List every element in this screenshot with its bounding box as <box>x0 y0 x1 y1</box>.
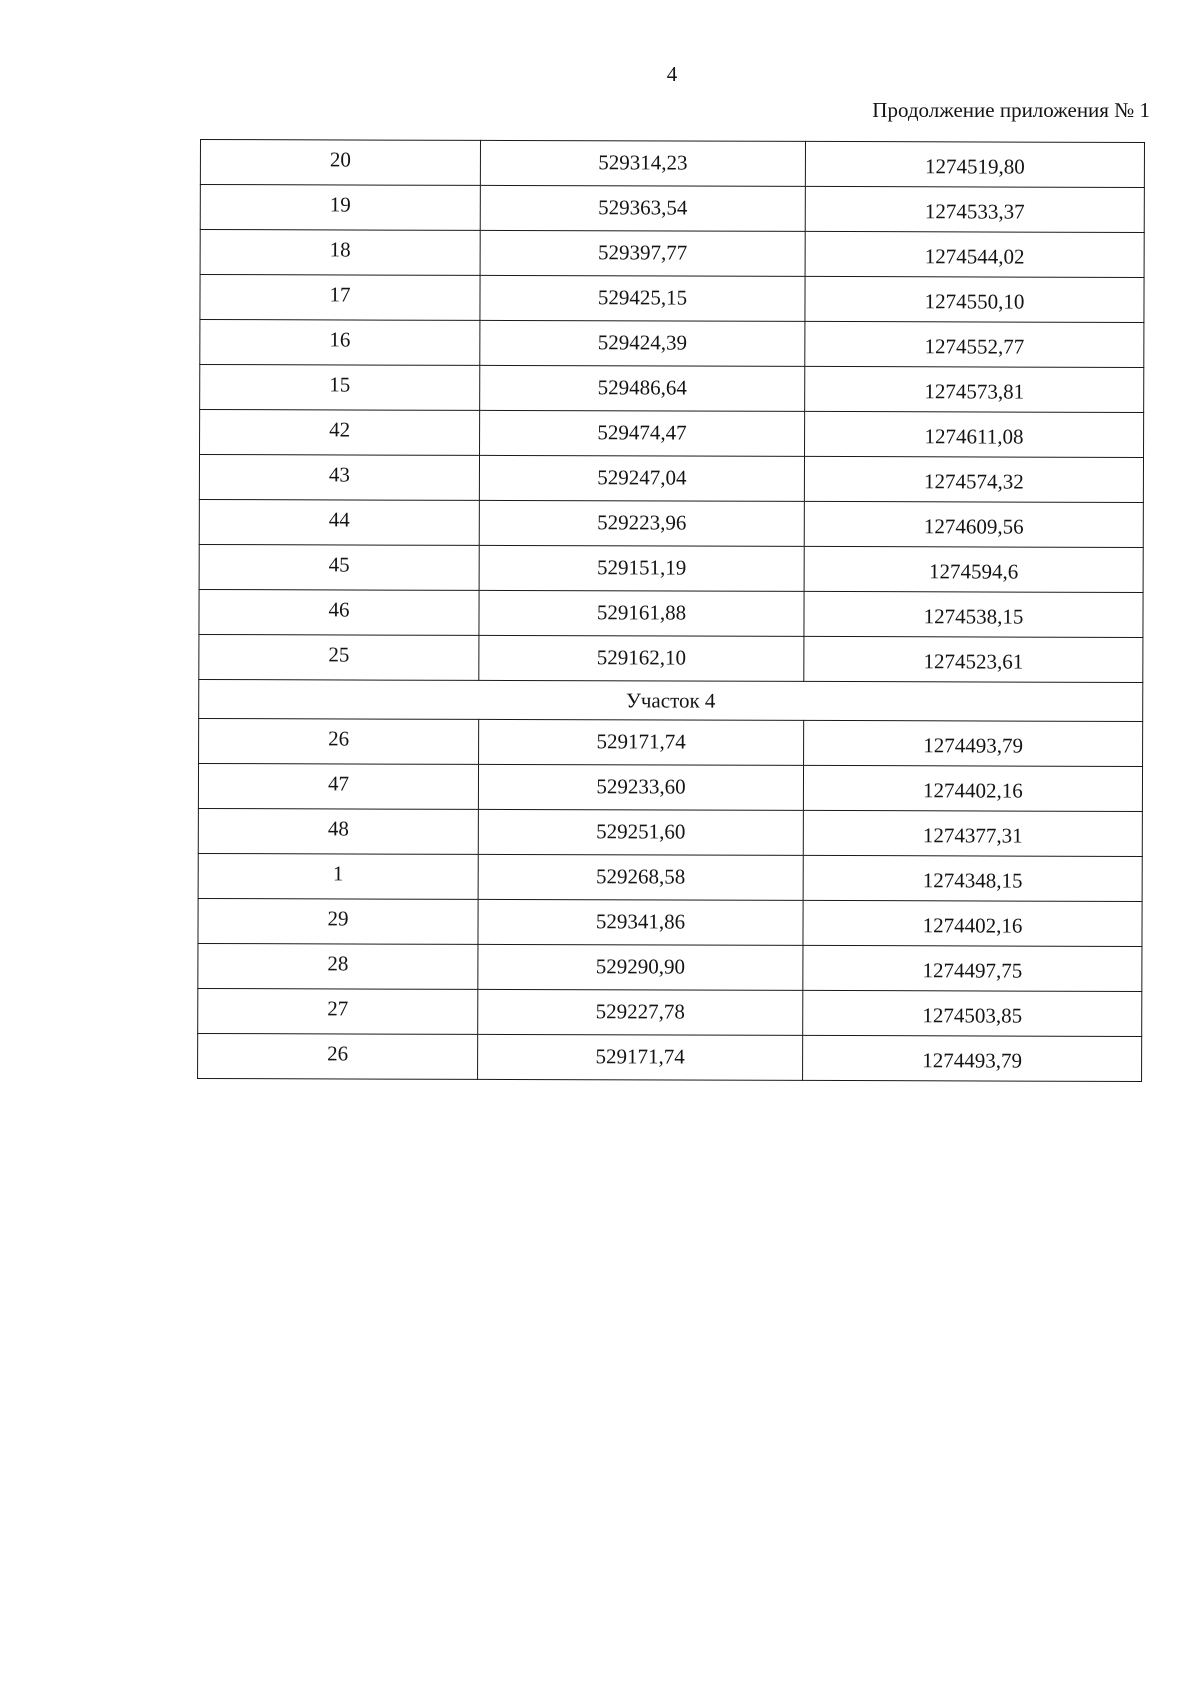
point-number-cell: 20 <box>200 140 480 186</box>
point-number-cell: 46 <box>199 589 479 635</box>
point-number-cell: 42 <box>200 410 480 456</box>
point-number-cell: 17 <box>200 275 480 321</box>
table-row <box>199 589 1143 637</box>
y-coordinate-cell: 1274538,15 <box>804 591 1143 637</box>
table-row <box>198 853 1142 901</box>
table-row <box>200 230 1144 278</box>
x-coordinate-cell: 529474,47 <box>480 410 805 456</box>
table-row <box>199 455 1143 503</box>
table-row <box>200 410 1144 458</box>
x-coordinate-cell: 529233,60 <box>478 764 803 810</box>
x-coordinate-cell: 529363,54 <box>480 185 805 231</box>
table-row <box>198 898 1142 946</box>
table-row <box>200 320 1144 368</box>
point-number-cell: 27 <box>198 988 478 1034</box>
point-number-cell: 1 <box>198 853 478 899</box>
x-coordinate-cell: 529227,78 <box>478 989 803 1035</box>
page-number: 4 <box>666 62 678 86</box>
coordinates-table-body <box>198 140 1145 1082</box>
x-coordinate-cell: 529151,19 <box>479 545 804 591</box>
point-number-cell: 18 <box>200 230 480 276</box>
y-coordinate-cell: 1274377,31 <box>803 810 1142 856</box>
coordinates-table <box>197 139 1145 1082</box>
point-number-cell: 15 <box>200 365 480 411</box>
x-coordinate-cell: 529251,60 <box>478 809 803 855</box>
table-row <box>200 185 1144 233</box>
y-coordinate-cell: 1274609,56 <box>804 501 1143 547</box>
y-coordinate-cell: 1274573,81 <box>805 366 1144 412</box>
y-coordinate-cell: 1274503,85 <box>803 990 1142 1036</box>
point-number-cell: 45 <box>199 544 479 590</box>
x-coordinate-cell: 529162,10 <box>479 635 804 681</box>
table-row <box>200 365 1144 413</box>
y-coordinate-cell: 1274552,77 <box>805 321 1144 367</box>
x-coordinate-cell: 529161,88 <box>479 590 804 636</box>
table-row <box>198 988 1142 1036</box>
table-row <box>198 808 1142 856</box>
x-coordinate-cell: 529397,77 <box>480 230 805 276</box>
point-number-cell: 26 <box>199 718 479 764</box>
table-row <box>199 634 1143 682</box>
section-row <box>199 679 1143 721</box>
table-row <box>198 943 1142 991</box>
continuation-label: Продолжение приложения № 1 <box>872 98 1150 122</box>
x-coordinate-cell: 529314,23 <box>480 140 805 186</box>
x-coordinate-cell: 529486,64 <box>480 365 805 411</box>
point-number-cell: 25 <box>199 634 479 680</box>
y-coordinate-cell: 1274519,80 <box>805 141 1144 187</box>
y-coordinate-cell: 1274493,79 <box>804 720 1143 766</box>
point-number-cell: 43 <box>199 455 479 501</box>
x-coordinate-cell: 529341,86 <box>478 899 803 945</box>
y-coordinate-cell: 1274497,75 <box>803 945 1142 991</box>
x-coordinate-cell: 529171,74 <box>478 1034 803 1080</box>
y-coordinate-cell: 1274348,15 <box>803 855 1142 901</box>
point-number-cell: 44 <box>199 499 479 545</box>
y-coordinate-cell: 1274523,61 <box>804 636 1143 682</box>
point-number-cell: 26 <box>198 1033 478 1079</box>
table-row <box>198 763 1142 811</box>
x-coordinate-cell: 529268,58 <box>478 854 803 900</box>
table-row <box>198 1033 1142 1081</box>
y-coordinate-cell: 1274550,10 <box>805 276 1144 322</box>
point-number-cell: 29 <box>198 898 478 944</box>
section-title: Участок 4 <box>199 679 1143 721</box>
x-coordinate-cell: 529247,04 <box>479 455 804 501</box>
y-coordinate-cell: 1274574,32 <box>804 456 1143 502</box>
table-row <box>200 275 1144 323</box>
table-row <box>199 544 1143 592</box>
y-coordinate-cell: 1274611,08 <box>805 411 1144 457</box>
y-coordinate-cell: 1274533,37 <box>805 186 1144 232</box>
x-coordinate-cell: 529223,96 <box>479 500 804 546</box>
x-coordinate-cell: 529290,90 <box>478 944 803 990</box>
point-number-cell: 19 <box>200 185 480 231</box>
y-coordinate-cell: 1274402,16 <box>803 765 1142 811</box>
x-coordinate-cell: 529171,74 <box>479 719 804 765</box>
table-row <box>199 718 1143 766</box>
y-coordinate-cell: 1274594,6 <box>804 546 1143 592</box>
point-number-cell: 16 <box>200 320 480 366</box>
y-coordinate-cell: 1274402,16 <box>803 900 1142 946</box>
table-row <box>199 499 1143 547</box>
table-row <box>200 140 1144 188</box>
point-number-cell: 47 <box>198 763 478 809</box>
y-coordinate-cell: 1274544,02 <box>805 231 1144 277</box>
x-coordinate-cell: 529424,39 <box>480 320 805 366</box>
point-number-cell: 48 <box>198 808 478 854</box>
point-number-cell: 28 <box>198 943 478 989</box>
x-coordinate-cell: 529425,15 <box>480 275 805 321</box>
y-coordinate-cell: 1274493,79 <box>803 1035 1142 1081</box>
